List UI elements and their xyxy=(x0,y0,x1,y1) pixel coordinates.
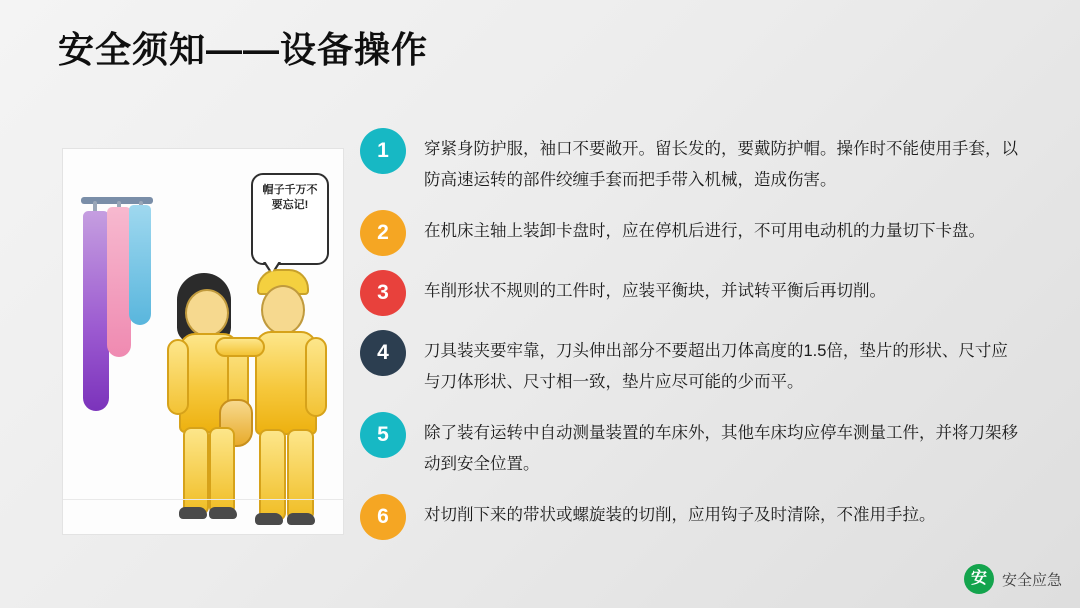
arm-left xyxy=(167,339,189,415)
step-badge-5: 5 xyxy=(360,412,406,458)
brand-logo-icon xyxy=(964,564,994,594)
arm-right xyxy=(305,337,327,417)
leg-right xyxy=(287,429,314,521)
step-badge-3: 3 xyxy=(360,270,406,316)
step-text-2: 在机床主轴上装卸卡盘时，应在停机后进行，不可用电动机的力量切下卡盘。 xyxy=(424,222,985,240)
step-badge-4: 4 xyxy=(360,330,406,376)
page-title: 安全须知——设备操作 xyxy=(58,29,429,70)
step-badge-6: 6 xyxy=(360,494,406,540)
brand-logo-mark: 安 xyxy=(970,570,987,587)
list-item xyxy=(360,494,1020,540)
floor-line xyxy=(63,499,343,500)
list-item xyxy=(360,210,1020,256)
hanging-coat-pink xyxy=(107,207,131,357)
shoe-right xyxy=(287,513,315,525)
worker-right xyxy=(249,267,344,529)
head xyxy=(261,285,305,335)
step-text-4: 刀具装夹要牢靠，刀头伸出部分不要超出刀体高度的1.5倍，垫片的形状、尺寸应与刀体形状、尺寸相一致，垫片应尽可能的少而平。 xyxy=(424,342,1008,391)
step-text-3: 车削形状不规则的工件时，应装平衡块，并试转平衡后再切削。 xyxy=(424,282,886,300)
speech-bubble: 帽子千万不要忘记! xyxy=(251,173,329,265)
step-badge-2: 2 xyxy=(360,210,406,256)
leg-left xyxy=(183,427,209,515)
instruction-list xyxy=(360,128,1020,554)
illustration-canvas xyxy=(63,149,343,534)
step-text-6: 对切削下来的带状或螺旋装的切削，应用钩子及时清除，不准用手拉。 xyxy=(424,506,936,524)
step-badge-1: 1 xyxy=(360,128,406,174)
cartoon-worker-safety-illustration xyxy=(62,148,344,535)
arm-pointing xyxy=(215,337,265,357)
footer-brand xyxy=(964,564,1062,594)
head xyxy=(185,289,229,337)
shoe-left xyxy=(255,513,283,525)
shoe-left xyxy=(179,507,207,519)
list-item xyxy=(360,412,1020,480)
list-item xyxy=(360,330,1020,398)
hanging-coat-purple xyxy=(83,211,109,411)
shoe-right xyxy=(209,507,237,519)
step-text-5: 除了装有运转中自动测量装置的车床外，其他车床均应停车测量工件，并将刀架移动到安全位置。 xyxy=(424,424,1018,473)
leg-left xyxy=(259,429,286,521)
brand-name: 安全应急 xyxy=(1001,571,1062,589)
list-item xyxy=(360,128,1020,196)
step-text-1: 穿紧身防护服，袖口不要敞开。留长发的，要戴防护帽。操作时不能使用手套，以防高速运转的部件绞缠手套而把手带入机械，造成伤害。 xyxy=(424,140,1018,189)
list-item xyxy=(360,270,1020,316)
hanging-coat-blue xyxy=(129,205,151,325)
leg-right xyxy=(209,427,235,515)
